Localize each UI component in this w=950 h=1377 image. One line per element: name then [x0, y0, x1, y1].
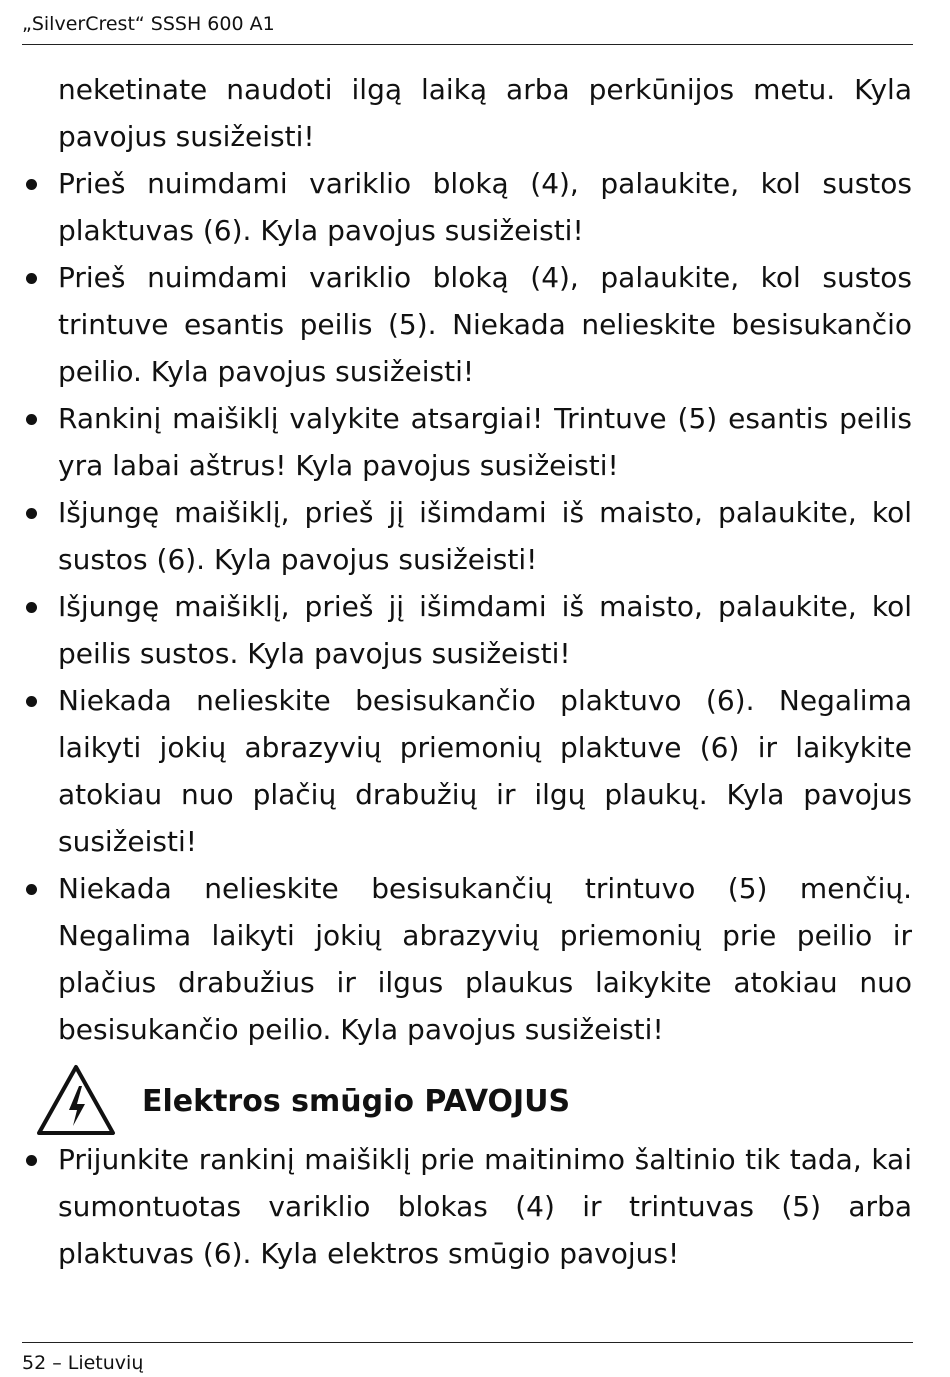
electric-shock-warning-heading: [22, 1062, 912, 1142]
page-number: 52 – Lietuvių: [22, 1352, 144, 1374]
list-item-text: Prijunkite rankinį maišiklį prie maitinimo šaltinio tik tada, kai sumontuotas variklio blokas (4) ir trintuvas (5) arba plaktuvas (6). Kyla elektros smūgio pavojus!: [58, 1143, 912, 1270]
page-header: [22, 10, 913, 45]
list-item-text: Išjungę maišiklį, prieš jį išimdami iš maisto, palaukite, kol sustos (6). Kyla pavojus susižeisti!: [58, 496, 912, 576]
list-item: [22, 583, 912, 677]
list-item: [22, 489, 912, 583]
list-item-text: Prieš nuimdami variklio bloką (4), palaukite, kol sustos trintuve esantis peilis (5). Niekada nelieskite besisukančio peilio. Kyla pavojus susižeisti!: [58, 261, 912, 388]
bullet-icon: [26, 414, 37, 425]
list-item: [22, 160, 912, 254]
bullet-icon: [26, 1155, 37, 1166]
header-title: „SilverCrest“ SSSH 600 A1: [22, 13, 275, 35]
list-item: [22, 677, 912, 865]
bullet-icon: [26, 884, 37, 895]
bullet-icon: [26, 696, 37, 707]
list-item-text: Rankinį maišiklį valykite atsargiai! Trintuve (5) esantis peilis yra labai aštrus! Kyla pavojus susižeisti!: [58, 402, 912, 482]
bullet-icon: [26, 508, 37, 519]
bullet-icon: [26, 602, 37, 613]
list-item: [22, 254, 912, 395]
list-item-text: Išjungę maišiklį, prieš jį išimdami iš maisto, palaukite, kol peilis sustos. Kyla pavojus susižeisti!: [58, 590, 912, 670]
page-footer: [22, 1342, 913, 1377]
warning-list: [22, 1136, 912, 1277]
electric-hazard-triangle-icon: [36, 1064, 116, 1136]
list-item: [22, 1136, 912, 1277]
list-item-text: Prieš nuimdami variklio bloką (4), palaukite, kol sustos plaktuvas (6). Kyla pavojus susižeisti!: [58, 167, 912, 247]
list-item: [22, 395, 912, 489]
intro-continuation: neketinate naudoti ilgą laiką arba perkūnijos metu. Kyla pavojus susižeisti!: [58, 73, 912, 153]
warning-title: Elektros smūgio PAVOJUS: [142, 1084, 571, 1119]
list-item-text: Niekada nelieskite besisukančio plaktuvo (6). Negalima laikyti jokių abrazyvių priemonių plaktuve (6) ir laikykite atokiau nuo plačių drabužių ir ilgų plaukų. Kyla pavojus susižeisti!: [58, 684, 912, 858]
bullet-icon: [26, 273, 37, 284]
list-item-text: Niekada nelieskite besisukančių trintuvo (5) menčių. Negalima laikyti jokių abrazyvių priemonių prie peilio ir plačius drabužius ir ilgus plaukus laikykite atokiau nuo besisukančio peilio. Kyla pavojus susižeisti!: [58, 872, 912, 1046]
bullet-icon: [26, 179, 37, 190]
safety-instructions: [22, 66, 912, 1053]
list-item: [22, 865, 912, 1053]
